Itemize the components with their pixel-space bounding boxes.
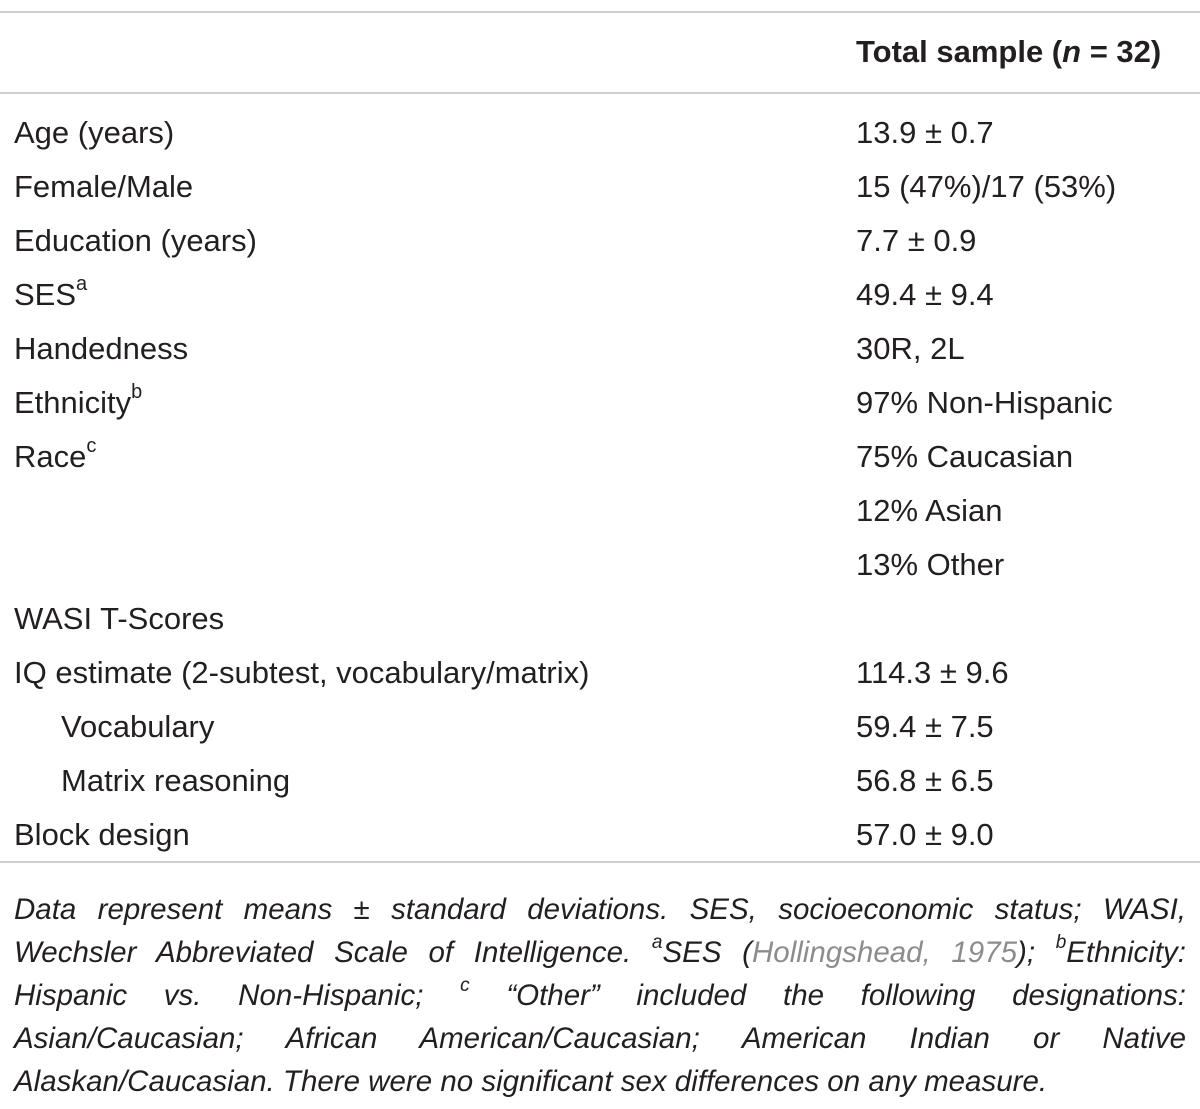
row-label: Block design (14, 817, 190, 852)
table-row (0, 430, 1200, 484)
table-row (0, 376, 1200, 430)
table-row (0, 322, 1200, 376)
row-value: 15 (47%)/17 (53%) (856, 169, 1117, 204)
row-label: SES$^a$ (14, 272, 88, 312)
header-prefix: Total sample ( (856, 34, 1063, 69)
table-top-rule (0, 11, 1200, 13)
table-row (0, 484, 1200, 538)
table-row (0, 646, 1200, 700)
table-row (0, 754, 1200, 808)
table-row (0, 700, 1200, 754)
row-label: Female/Male (14, 169, 194, 204)
table-row (0, 808, 1200, 862)
header-n: n (1062, 34, 1082, 69)
row-value: 13.9 ± 0.7 (856, 115, 994, 150)
row-label: Race$^c$ (14, 434, 97, 474)
table-row (0, 160, 1200, 214)
row-value: 13% Other (856, 547, 1005, 582)
citation-link[interactable]: Hollingshead, 1975 (751, 936, 1018, 969)
table-row (0, 592, 1200, 646)
row-value: 75% Caucasian (856, 439, 1074, 474)
row-label: IQ estimate (2-subtest, vocabulary/matrix) (14, 655, 590, 690)
column-header-total-sample (856, 30, 1161, 74)
row-value: 57.0 ± 9.0 (856, 817, 994, 852)
row-value: 59.4 ± 7.5 (856, 709, 994, 744)
table-header-rule (0, 92, 1200, 94)
table-row (0, 106, 1200, 160)
row-label: Vocabulary (61, 709, 215, 744)
row-label: Handedness (14, 331, 189, 366)
table-row (0, 538, 1200, 592)
header-suffix: = 32) (1081, 34, 1162, 69)
row-value: 12% Asian (856, 493, 1003, 528)
row-value: 7.7 ± 0.9 (856, 223, 977, 258)
row-value: 97% Non-Hispanic (856, 385, 1113, 420)
row-value: 114.3 ± 9.6 (856, 655, 1009, 690)
row-value: 49.4 ± 9.4 (856, 277, 994, 312)
table-footnote: Data represent means ± standard deviations. SES, socioeconomic status; WASI, Wechsler Abbreviated Scale of Intelligence. $^a$SES (Hollingshead, 1975); $^b$Ethnicity: Hispanic vs. Non-Hispanic; $^c$ “Other” included the following designations: Asian/Caucasian; African American/Caucasian; American Indian or Native Alaskan/Caucasian. There were no significant sex differences on any measure. (14, 893, 1186, 1098)
row-label: Age (years) (14, 115, 175, 150)
row-label: Ethnicity$^b$ (14, 380, 143, 420)
table-bottom-rule (0, 861, 1200, 863)
row-label: Education (years) (14, 223, 257, 258)
row-label: Matrix reasoning (61, 763, 291, 798)
table-row (0, 214, 1200, 268)
table-row (0, 268, 1200, 322)
row-value: 30R, 2L (856, 331, 965, 366)
row-value: 56.8 ± 6.5 (856, 763, 994, 798)
row-label: WASI T-Scores (14, 601, 225, 636)
